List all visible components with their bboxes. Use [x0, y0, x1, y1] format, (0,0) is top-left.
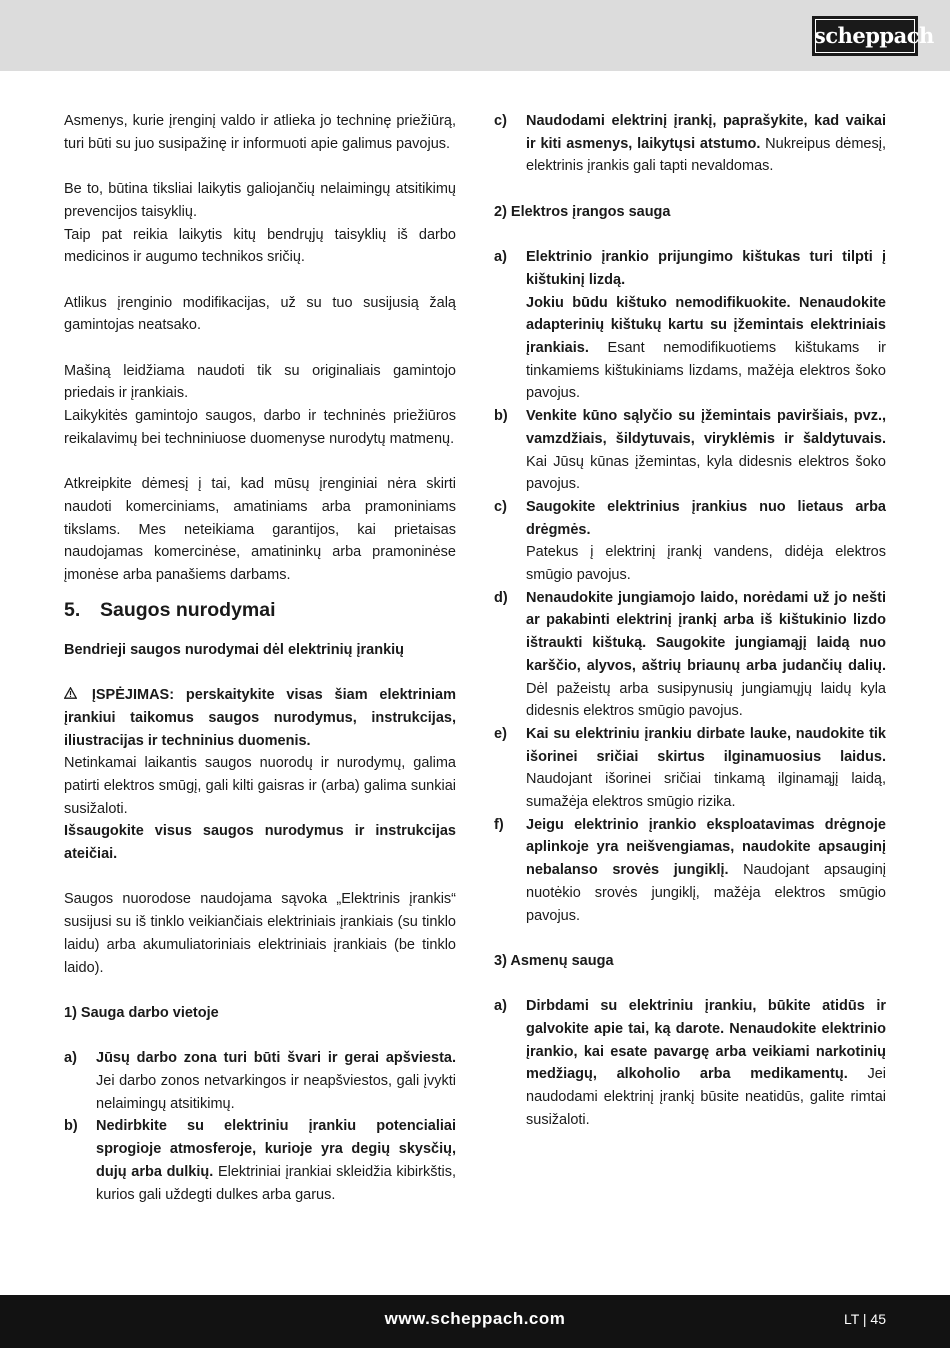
list-marker: b) — [494, 408, 508, 425]
list-item: a) Elektrinio įrankio prijungimo kištukas turi tilpti į kištukinį lizdą. Jokiu būdu kištuko nemodifikuokite. Nenaudokite adapterinių kištukų kartu su įžemintais elektriniais įrankiais. Esant nemodifikuotiems kištukams ir tinkamiems kištukiniams lizdams, mažėja elektros šoko pavojus. — [494, 246, 886, 405]
list-item: b) Venkite kūno sąlyčio su įžemintais paviršiais, pvz., vamzdžiais, šildytuvais, viryklėmis ir šaldytuvais. Kai Jūsų kūnas įžemintas, kyla didesnis elektros šoko pavojus. — [494, 405, 886, 496]
paragraph: Laikykitės gamintojo saugos, darbo ir techninės priežiūros reikalavimų bei techniniuose duomenyse nurodytų matmenų. — [64, 408, 456, 447]
list-marker: d) — [494, 589, 508, 606]
page-footer — [0, 1295, 950, 1348]
subheading: 2) Elektros įrangos sauga — [494, 203, 671, 220]
paragraph: Asmenys, kurie įrenginį valdo ir atlieka jo techninę priežiūrą, turi būti su juo susipažinę ir informuoti apie galimus pavojus. — [64, 113, 456, 152]
scheppach-logo: scheppach — [812, 16, 918, 56]
section-number: 5. — [64, 598, 81, 621]
page-header — [0, 0, 950, 71]
subheading: 3) Asmenų sauga — [494, 952, 614, 969]
list-marker: f) — [494, 816, 504, 833]
subheading: Bendrieji saugos nurodymai dėl elektrinių įrankių — [64, 641, 405, 658]
list-item: c) Saugokite elektrinius įrankius nuo lietaus arba drėgmės. Patekus į elektrinį įrankį vandens, didėja elektros smūgio pavojus. — [494, 496, 886, 587]
website-link[interactable]: www.scheppach.com — [384, 1309, 566, 1328]
list-marker: a) — [64, 1050, 77, 1067]
warning-text: Netinkamai laikantis saugos nuorodų ir nurodymų, galima patirti elektros smūgį, gali kilti gaisras ir (arba) galima sunkiai susižaloti. — [64, 755, 456, 817]
paragraph: Mašiną leidžiama naudoti tik su originaliais gamintojo priedais ir įrankiais. — [64, 362, 456, 402]
list-item: a) Jūsų darbo zona turi būti švari ir gerai apšviesta. Jei darbo zonos netvarkingos ir neapšviestos, gali įvykti nelaimingų atsitikimų. — [64, 1047, 456, 1115]
paragraph: Atkreipkite dėmesį į tai, kad mūsų įrenginiai nėra skirti naudoti komerciniams, amatiniams arba pramoniniams tikslams. Mes neteikiama garantijos, kai prietaisas naudojamas komercinėse, amatininkų arba pramoninėse įmonėse arba panašiems darbams. — [64, 476, 456, 583]
right-column — [494, 110, 886, 1132]
list-item: d) Nenaudokite jungiamojo laido, norėdami už jo nešti ar pakabinti elektrinį įrankį arba iš kištukinio lizdo ištraukti kištuką. Saugokite jungiamąjį laidą nuo karščio, alyvos, aštrių briaunų arba judančių dalių. Dėl pažeistų arba susipynusių jungiamųjų laidų kyla didesnis elektros smūgio pavojus. — [494, 587, 886, 723]
list-item: a) Dirbdami su elektriniu įrankiu, būkite atidūs ir galvokite apie tai, ką darote. Nenaudokite elektrinio įrankio, kai esate pavargę arba veikiami narkotinių medžiagų, alkoholio arba medikamentų. Jei naudodami elektrinį įrankį būsite neatidūs, galite rimtai susižaloti. — [494, 995, 886, 1131]
list-marker: b) — [64, 1118, 78, 1135]
list-marker: c) — [494, 498, 507, 515]
warning-bold: ĮSPĖJIMAS: perskaitykite visas šiam elektriniam įrankiui taikomus saugos nurodymus, instrukcijas, iliustracijas ir techninius duomenis. — [64, 687, 456, 749]
paragraph: Saugos nuorodose naudojama sąvoka „Elektrinis įrankis“ susijusi su iš tinklo veikiančiais elektriniais įrankiais (su tinklo laidu) arba akumuliatoriniais elektriniais įrankiais (be tinklo laido). — [64, 891, 456, 976]
list-marker: c) — [494, 113, 507, 129]
left-column — [64, 110, 456, 1206]
section-heading — [64, 597, 456, 623]
keep-instructions: Išsaugokite visus saugos nurodymus ir instrukcijas ateičiai. — [64, 823, 456, 863]
warning-triangle-icon — [64, 684, 80, 707]
paragraph: Be to, būtina tiksliai laikytis galiojančių nelaimingų atsitikimų prevencijos taisyklių. — [64, 181, 456, 220]
subheading: 1) Sauga darbo vietoje — [64, 1004, 219, 1021]
warning-block — [64, 684, 456, 752]
list-marker: e) — [494, 725, 507, 742]
list-item: c) Naudodami elektrinį įrankį, paprašykite, kad vaikai ir kiti asmenys, laikytųsi atstumo. Nukreipus dėmesį, elektrinis įrankis gali tapti nevaldomas. — [494, 110, 886, 178]
list-marker: a) — [494, 998, 507, 1015]
paragraph: Atlikus įrenginio modifikacijas, už su tuo susijusią žalą gamintojas neatsako. — [64, 294, 456, 334]
paragraph: Taip pat reikia laikytis kitų bendrųjų taisyklių iš darbo medicinos ir augumo technikos sričių. — [64, 226, 456, 266]
list-item: f) Jeigu elektrinio įrankio eksploatavimas drėgnoje aplinkoje yra neišvengiamas, naudokite apsauginį nebalanso srovės jungiklį. Naudojant apsauginį nuotėkio srovės jungiklį, mažėja elektros smūgio pavojus. — [494, 814, 886, 928]
list-marker: a) — [494, 249, 507, 266]
list-item: e) Kai su elektriniu įrankiu dirbate lauke, naudokite tik išorinei sričiai skirtus ilginamuosius laidus. Naudojant išorinei sričiai tinkamą ilginamąjį laidą, sumažėja elektros smūgio rizika. — [494, 723, 886, 814]
section-title: Saugos nurodymai — [100, 598, 276, 621]
list-item: b) Nedirbkite su elektriniu įrankiu potencialiai sprogioje atmosferoje, kurioje yra degių skysčių, dujų arba dulkių. Elektriniai įrankiai skleidžia kibirkštis, kurios gali uždegti dulkes arba garus. — [64, 1115, 456, 1206]
page-number: LT | 45 — [843, 1311, 886, 1327]
